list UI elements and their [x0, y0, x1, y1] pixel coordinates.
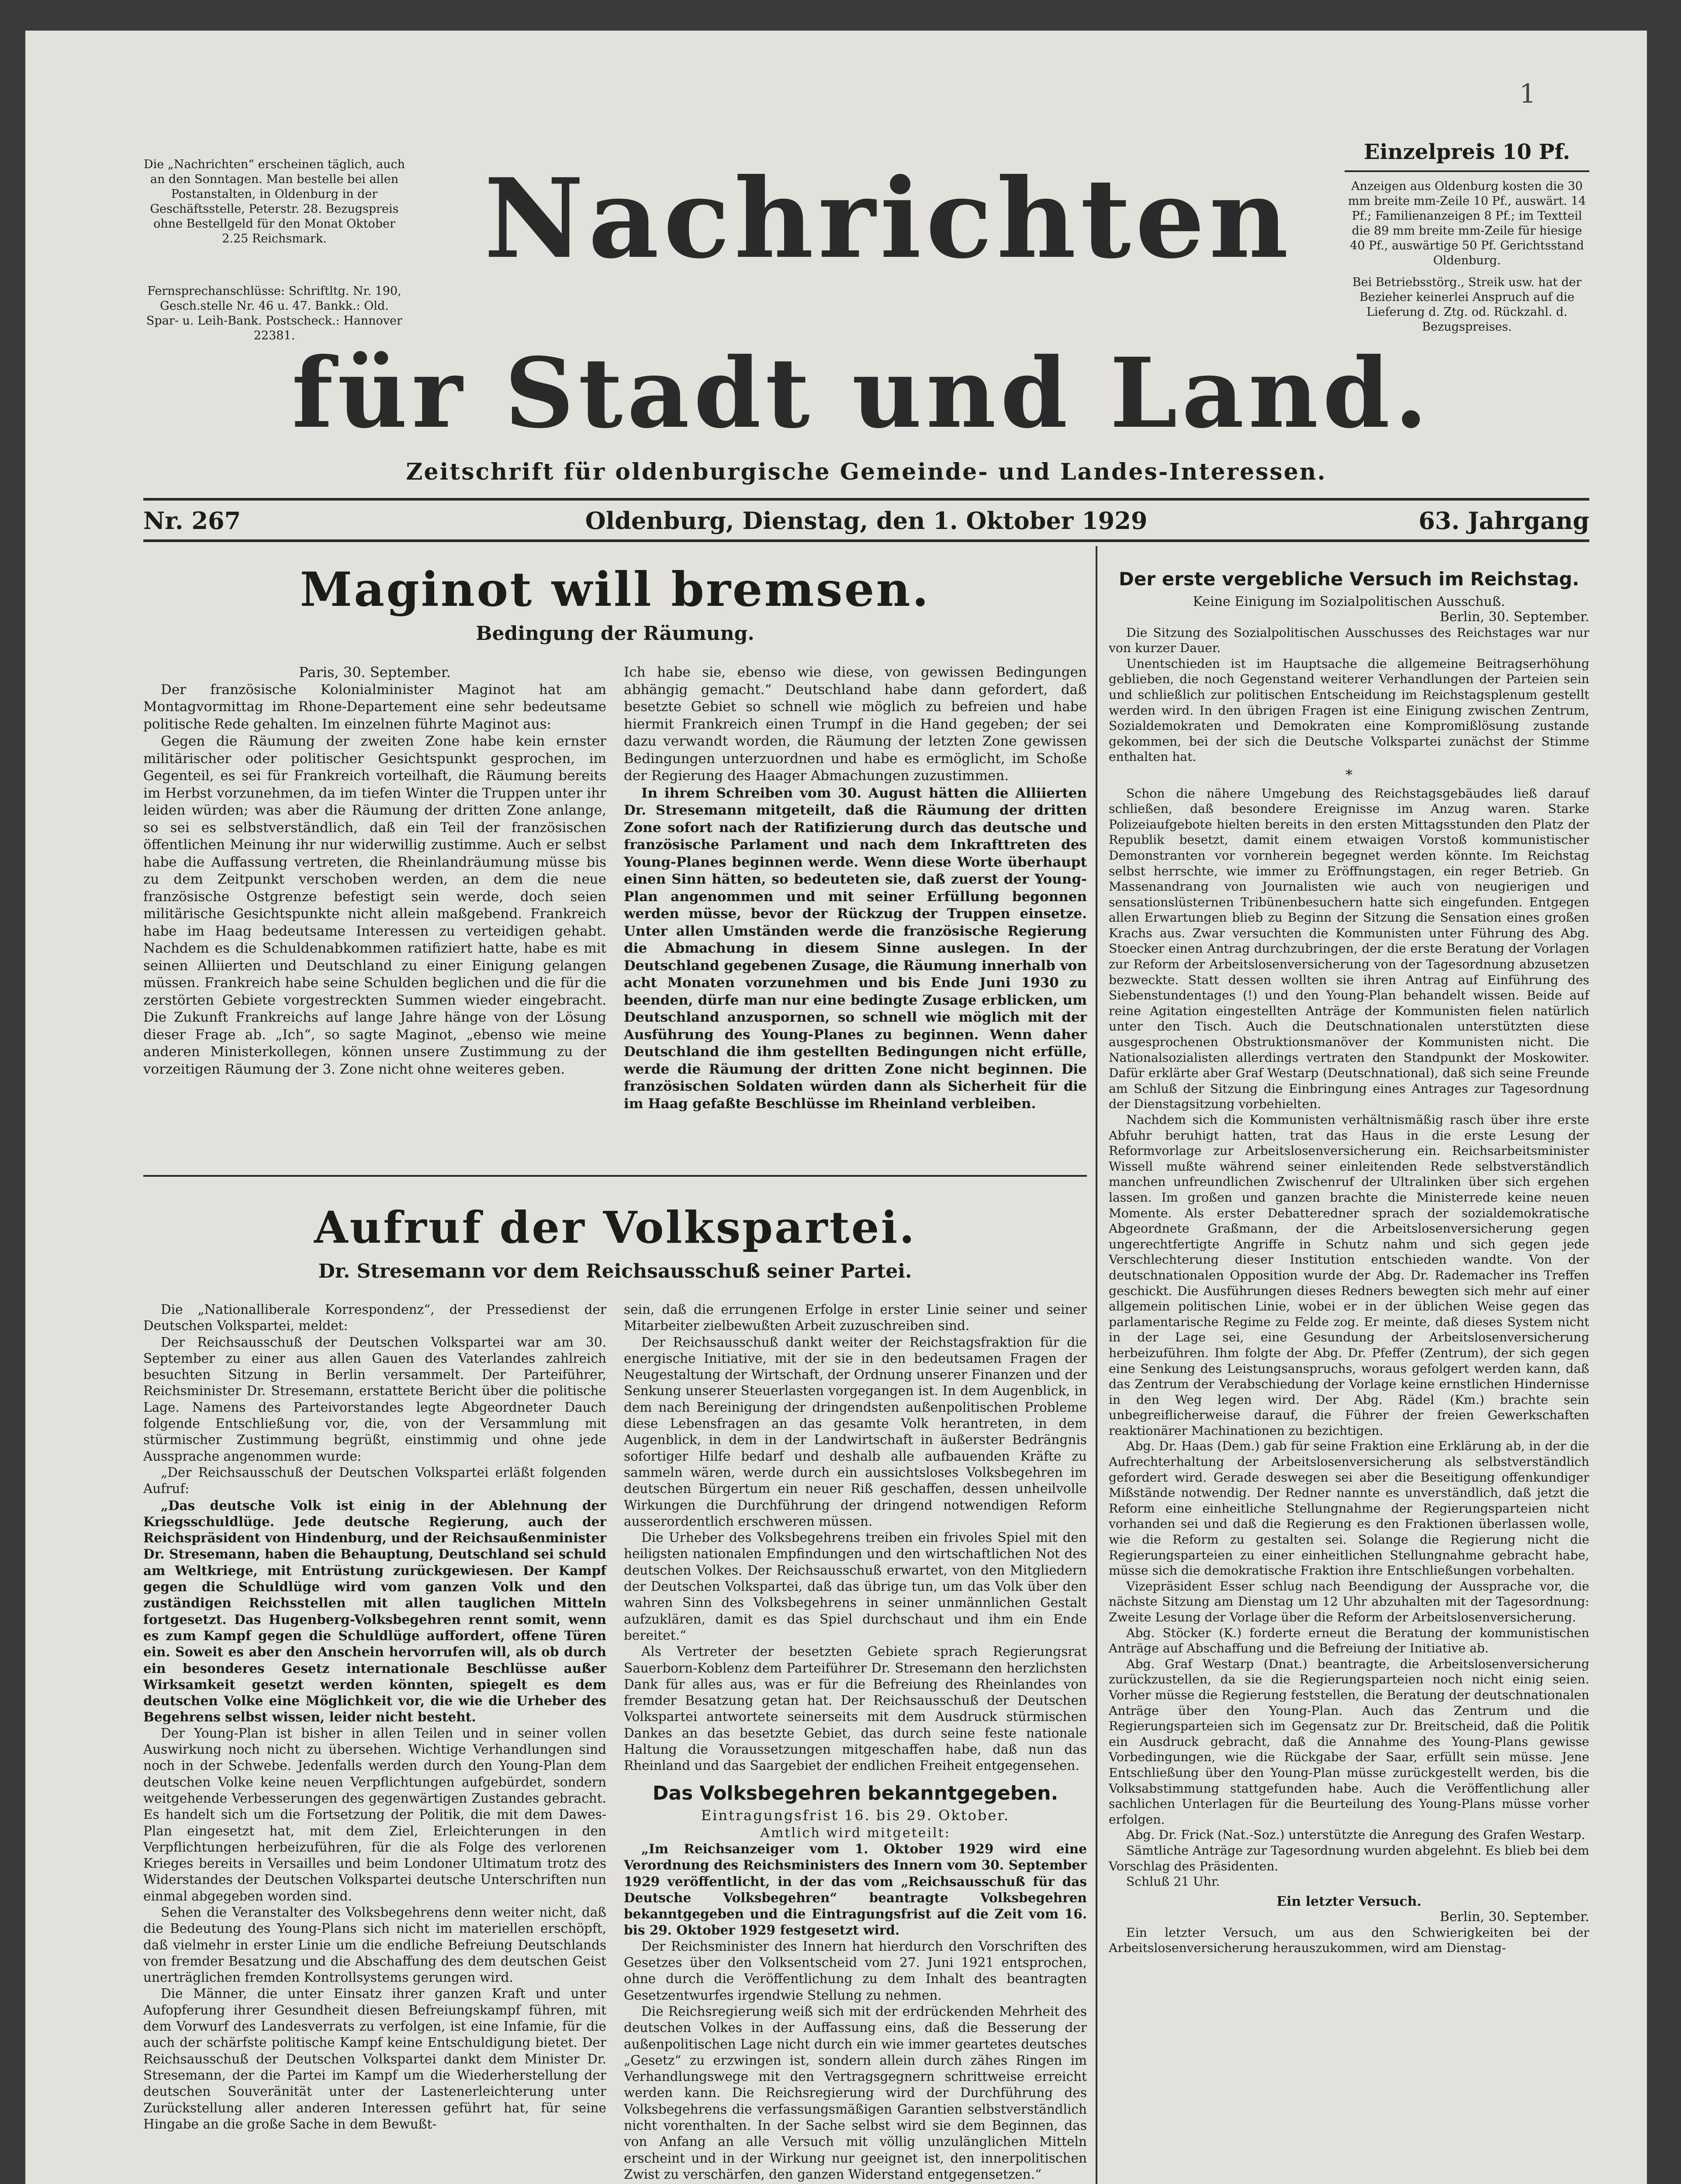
- section-rule: [143, 1175, 1087, 1177]
- subhead-volksbegehren: Eintragungsfrist 16. bis 29. Oktober.: [701, 1807, 1010, 1824]
- article1-paragraph: Der französische Kolonialminister Maginot hat am Montagvormittag im Rhone-Departement eine sehr bedeutsame politische Rede gehalten. Im einzelnen führte Maginot aus:: [143, 681, 606, 732]
- article4-paragraph: Nachdem sich die Kommunisten verhältnismäßig rasch über ihre erste Abfuhr beruhigt hatten, trat das Haus in die erste Lesung der Reformvorlage zur Arbeitslosenversicherung ein. Reichsarbeitsminister Wissell mußte während seiner einleitenden Rede selbstverständlich manchen unfreundlichen Zwischenruf der Ultralinken über sich ergehen lassen. Im großen und ganzen brachte die Ministerrede keine neuen Momente. Als erster Debatteredner sprach der sozialdemokratische Abgeordnete Graßmann, der die Arbeitslosenversicherung gegen ungerechtfertigte Angriffe in Schutz nahm und sich gegen jede Verschlechterung dieser Institution entschieden wandte. Von der deutschnationalen Opposition wurde der Abg. Dr. Rademacher ins Treffen geschickt. Die Ausführungen dieses Redners bewegten sich mehr auf einer allgemein politischen Linie, wobei er in der üblichen Weise gegen das parlamentarische Regime zu Felde zog. Er meinte, daß dieses System nicht in der Lage sei, eine Gesundung der Arbeitslosenversicherung herbeizuführen. Ihm folgte der Abg. Dr. Pfeffer (Zentrum), der sich gegen eine Senkung des Leistungsanspruchs, woraus gefolgert werden kann, daß das Zentrum der Verabschiedung der Vorlage keine ernstlichen Hindernisse in den Weg legen wird. Der Abg. Rädel (Km.) brachte sein unbegreiflicherweise darauf, die Führer der freien Gewerkschaften reaktionärer Machinationen zu bezichtigen.: [1109, 1113, 1589, 1438]
- article4: [1109, 568, 1589, 1956]
- ad-rates: Anzeigen aus Oldenburg kosten die 30 mm breite mm-Zeile 10 Pf., auswärt. 14 Pf.; Familienanzeigen 8 Pf.; im Textteil die 89 mm breite mm-Zeile für hiesige 40 Pf., auswärtige 50 Pf. Gerichtsstand Oldenburg.: [1348, 180, 1586, 267]
- article4-dateline: Berlin, 30. September.: [1439, 609, 1589, 625]
- article1-column1: [143, 664, 606, 1078]
- article4-paragraph: Abg. Dr. Frick (Nat.-Soz.) unterstützte die Anregung des Grafen Westarp.: [1126, 1828, 1585, 1842]
- headline-volksbegehren: Das Volksbegehren bekanntgegeben.: [652, 1782, 1058, 1804]
- delivery-notice: Bei Betriebsstörg., Streik usw. hat der Bezieher keinerlei Anspruch auf die Lieferung d. Ztg. od. Rückzahl. d. Bezugspreises.: [1352, 276, 1582, 334]
- subscription-info: Die „Nachrichten“ erscheinen täglich, auch an den Sonntagen. Man bestelle bei allen Postanstalten, in Oldenburg in der Geschäftsstelle, Peterstr. 28. Bezugspreis ohne Bestellgeld für den Monat Oktober 2.25 Reichsmark.: [143, 158, 405, 245]
- newspaper-page: [25, 31, 1647, 2184]
- article4-paragraph: Abg. Dr. Haas (Dem.) gab für seine Fraktion eine Erklärung ab, in der die Aufrechterhaltung der Arbeitslosenversicherung als selbstverständlich gefordert wird. Gerade deswegen sei aber die Beseitigung offenkundiger Mißstände notwendig. Der Redner nannte es unverständlich, daß jetzt die Reform eine einheitliche Stellungnahme der Regierungsparteien nicht vorhanden sei und daß die Regierung es den Fraktionen überlassen wolle, wie die Reform zu gestalten sei. Solange die Regierung nicht die Regierungsparteien zu einer einheitlichen Stellungnahme gebracht habe, müsse sich die demokratische Fraktion ihre Entschließungen vorbehalten.: [1109, 1439, 1589, 1578]
- article2-paragraph: Der Reichsausschuß der Deutschen Volkspartei war am 30. September zu einer aus allen Gauen des Vaterlandes zahlreich besuchten Sitzung in Berlin versammelt. Der Parteiführer, Reichsminister Dr. Stresemann, erstattete Bericht über die politische Lage. Namens des Parteivorstandes legte Abgeordneter Dauch folgende Entschließung vor, die, von der Versammlung mit stürmischer Zustimmung begrüßt, einstimmig und ohne jede Aussprache angenommen wurde:: [143, 1334, 606, 1464]
- article1-paragraph: In ihrem Schreiben vom 30. August hätten die Alliierten Dr. Stresemann mitgeteilt, daß die Räumung der dritten Zone sofort nach der Ratifizierung durch das deutsche und französische Parlament und nach dem Inkrafttreten des Young-Planes beginnen werde. Wenn diese Worte überhaupt einen Sinn hätten, so bedeuteten sie, daß zuerst der Young-Plan angenommen und mit seiner Erfüllung begonnen werden müsse, bevor der Rückzug der Truppen einsetze. Unter allen Umständen werde die französische Regierung die Abmachung in diesem Sinne auslegen. In der Deutschland gegebenen Zusage, die Räumung innerhalb von acht Monaten vorzunehmen und bis Ende Juni 1930 zu beenden, dürfe man nur eine bedingte Zusage erblicken, um Deutschland anzuspornen, so schnell wie möglich mit der Ausführung des Young-Planes zu beginnen. Wenn daher Deutschland die ihm gestellten Bedingungen nicht erfülle, werde die Räumung der dritten Zone nicht beginnen. Die französischen Soldaten würden dann als Sicherheit für die im Haag gefaßte Beschlüsse im Rheinland verbleiben.: [624, 785, 1087, 1112]
- article4-paragraph: Die Sitzung des Sozialpolitischen Ausschusses des Reichstages war nur von kurzer Dauer.: [1109, 625, 1589, 656]
- article2-paragraph: „Der Reichsausschuß der Deutschen Volkspartei erläßt folgenden Aufruf:: [143, 1465, 606, 1496]
- article4-body: [1109, 609, 1589, 1956]
- volume-number: 63. Jahrgang: [1418, 507, 1589, 535]
- article3-paragraph: Die Reichsregierung weiß sich mit der erdrückenden Mehrheit des deutschen Volkes in der Auffassung eins, daß die Besserung der außenpolitischen Lage nicht durch ein wie immer geartetes deutsches „Gesetz“ zu erzwingen ist, sondern allein durch zähes Ringen im Verhandlungswege mit den Vertragsgegnern schrittweise erreicht werden kann. Die Reichsregierung wird der Durchführung des Volksbegehrens die verfassungsmäßigen Garantien selbstverständlich nicht vorenthalten. In der Sache selbst wird sie dem Beginnen, das von Anfang an alle Versuch mit völlig unzulänglichen Mitteln erscheint und in der Wirkung nur geeignet ist, den innerpolitischen Zwist zu verschärfen, den ganzen Widerstand entgegensetzen.“: [624, 2004, 1087, 2182]
- article4-paragraph: Vizepräsident Esser schlug nach Beendigung der Aussprache vor, die nächste Sitzung am Dienstag um 12 Uhr abzuhalten mit der Tagesordnung: Zweite Lesung der Vorlage über die Reform der Arbeitslosenversicherung.: [1109, 1579, 1589, 1624]
- article1-paragraph: Gegen die Räumung der zweiten Zone habe kein ernster militärischer oder politischer Gesichtspunkt gesprochen, im Gegenteil, es sei für Frankreich vorteilhaft, die Räumung bereits im Herbst vorzunehmen, da im tiefen Winter die Truppen unter ihr leiden würden; was aber die Räumung der dritten Zone anlange, so sei es selbstverständlich, daß ein Teil der französischen öffentlichen Meinung ihr nur widerwillig zustimme. Auch er selbst habe die Auffassung vertreten, die Rheinlandräumung müsse bis zu dem Zeitpunkt verschoben werden, an dem die neue französische Ostgrenze befestigt sein werde, doch seien militärische Gesichtspunkte nicht allein maßgebend. Frankreich habe im Haag bedeutsame Interessen zu verteidigen gehabt. Nachdem es die Schuldenabkommen ratifiziert hatte, habe es mit seinen Alliierten und Deutschland zu einer Einigung gelangen müssen. Frankreich habe seine Schulden beglichen und die für die zerstörten Gebiete vorgestreckten Summen wieder eingebracht. Die Zukunft Frankreichs auf lange Jahre hänge von der Lösung dieser Frage ab. „Ich“, so sagte Maginot, „ebenso wie meine anderen Ministerkollegen, können unsere Zustimmung zu der vorzeitigen Räumung der 3. Zone nicht ohne weiteres geben.: [143, 733, 606, 1077]
- column-rule-right: [1096, 546, 1097, 2184]
- article4-dateline-2: Berlin, 30. September.: [1439, 1909, 1589, 1925]
- corner-mark: 1: [1519, 79, 1536, 109]
- article4-paragraph: Ein letzter Versuch, um aus den Schwierigkeiten bei der Arbeitslosenversicherung herauszukommen, wird am Dienstag-: [1109, 1925, 1589, 1956]
- article2-paragraph: „Das deutsche Volk ist einig in der Ablehnung der Kriegsschuldlüge. Jede deutsche Regierung, auch der Reichspräsident von Hindenburg, und der Reichsaußenminister Dr. Stresemann, haben die Behauptung, Deutschland sei schuld am Weltkriege, mit Entrüstung zurückgewiesen. Der Kampf gegen die Schuldlüge wird vom ganzen Volk und den zuständigen Reichsstellen mit allen tauglichen Mitteln fortgesetzt. Das Hugenberg-Volksbegehren rennt somit, wenn es zum Kampf gegen die Schuldlüge auffordert, offene Türen ein. Soweit es aber den Anschein hervorrufen will, als ob durch ein besonderes Gesetz internationale Beschlüsse außer Wirksamkeit gesetzt werden könnten, spiegelt es dem deutschen Volke eine Möglichkeit vor, die wie die Urheber des Begehrens selbst wissen, leider nicht besteht.: [143, 1497, 606, 1725]
- issue-number: Nr. 267: [143, 507, 241, 535]
- article2-paragraph: Die Urheber des Volksbegehrens treiben ein frivoles Spiel mit den heiligsten nationalen Empfindungen und den wirtschaftlichen Not des deutschen Volkes. Der Reichsausschuß erwartet, von den Mitgliedern der Deutschen Volkspartei, daß das übrige tun, um das Volk über den wahren Sinn des Volksbegehrens in seiner unmännlichen Gestalt aufzuklären, damit es das Spiel durchschaut und ihm ein Ende bereitet.“: [624, 1530, 1087, 1643]
- subhead-reichstag: Keine Einigung im Sozialpolitischen Ausschuß.: [1193, 594, 1505, 609]
- header-rule-top: [143, 498, 1589, 501]
- article4-paragraph: Abg. Graf Westarp (Dnat.) beantragte, die Arbeitslosenversicherung zurückzustellen, da sie die Regierungsparteien noch nicht einig seien. Vorher müsse die Regierung feststellen, die Beratung der deutschnationalen Anträge über den Young-Plan. Auch das Zentrum und die Regierungsparteien sich im Gegensatz zur Dr. Breitscheid, daß die Politik ein Ausdruck gebracht, daß die Annahme des Young-Plans gewisse Vorbedingungen, wie die Rückgabe der Saar, erfüllt sein müsse. Jene Entschließung über den Young-Plan müsse zurückgestellt werden, bis die Volksabstimmung stattgefunden habe. Auch die Veröffentlichung aller sachlichen Unterlagen für die Beurteilung des Young-Plans müsse vorher erfolgen.: [1109, 1656, 1589, 1827]
- article4-paragraph: Abg. Stöcker (K.) forderte erneut die Beratung der kommunistischen Anträge auf Abschaffung und die Befreiung der Initiative ab.: [1109, 1625, 1589, 1656]
- subhead-volkspartei: Dr. Stresemann vor dem Reichsausschuß seiner Partei.: [318, 1260, 912, 1282]
- article1-dateline: Paris, 30. September.: [299, 664, 451, 681]
- article4-paragraph: Sämtliche Anträge zur Tagesordnung wurden abgelehnt. Es blieb bei dem Vorschlag des Präsidenten.: [1109, 1843, 1589, 1873]
- article2-paragraph: Sehen die Veranstalter des Volksbegehrens denn weiter nicht, daß die Bedeutung des Young-Plans sich nicht im materiellen erschöpft, daß vielmehr in erster Linie um die endliche Befreiung Deutschlands von fremder Besatzung und die Abschaffung des dem deutschen Geist unerträglichen fremden Kontrollsystems gerungen wird.: [143, 1904, 606, 1985]
- subhead-maginot: Bedingung der Räumung.: [476, 622, 754, 645]
- headline-volkspartei: Aufruf der Volkspartei.: [314, 1202, 917, 1253]
- masthead-subtitle: Zeitschrift für oldenburgische Gemeinde- und Landes-Interessen.: [406, 459, 1327, 485]
- article1-column2: [624, 664, 1087, 1113]
- headline-maginot: Maginot will bremsen.: [300, 562, 930, 617]
- article4-paragraph: Schon die nähere Umgebung des Reichstagsgebäudes ließ darauf schließen, daß besondere Ereignisse im Anzug waren. Starke Polizeiaufgebote hielten bereits in den ersten Mittagsstunden den Platz der Republik besetzt, damit einem etwaigen Vorstoß kommunistischer Demonstranten vor vornherein begegnet werden könnte. Im Reichstag selbst herrschte, wie immer zu Eröffnungstagen, ein reger Betrieb. Gn Massenandrang von Journalisten wie auch von neugierigen und sensationslüsternen Tribünenbesuchern hatte sich eingefunden. Entgegen allen Erwartungen blieb zu Beginn der Sitzung die Sensation eines großen Krachs aus. Zwar versuchten die Kommunisten unter Führung des Abg. Stoecker einen Antrag durchzubringen, der die erste Beratung der Vorlagen zur Reform der Arbeitslosenversicherung von der Tagesordnung abzusetzen bezweckte. Statt dessen wollten sie ihren Antrag auf Einführung des Siebenstundentages (!) und den Young-Plan behandelt wissen. Beide auf reine Agitation eingestellten Anträge der Kommunisten fielen natürlich unter den Tisch. Auch die Deutschnationalen unterstützten diese ausgesprochenen Obstruktionsmanöver der Kommunisten nicht. Die Nationalsozialisten allerdings vertraten den Standpunkt der Moskowiter. Dafür erklärte aber Graf Westarp (Deutschnational), daß sich seine Freunde am Schluß der Sitzung die Einbringung eines Antrages zur Tagesordnung der Dienstagsitzung vorbehielten.: [1109, 786, 1589, 1112]
- article2-column2: [624, 1302, 1087, 1774]
- article1-paragraph: Ich habe sie, ebenso wie diese, von gewissen Bedingungen abhängig gemacht.“ Deutschland habe dann gefordert, daß besetzte Gebiet so schnell wie möglich zu befreien und habe hiermit Frankreich einen Trumpf in die Hand gegeben; der sei dazu verwandt worden, die Räumung der letzten Zone gewissen Bedingungen unterzuordnen und habe es ermöglicht, im Schoße der Regierung des Haager Abmachungen zuzustimmen.: [624, 664, 1087, 784]
- article3-paragraph: Der Reichsminister des Innern hat hierdurch den Vorschriften des Gesetzes über den Volksentscheid vom 27. Juni 1921 entsprochen, ohne durch die Veröffentlichung zu dem Inhalt des beantragten Gesetzentwurfes irgendwie Stellung zu nehmen.: [624, 1939, 1087, 2003]
- masthead-title-line1: Nachrichten: [484, 154, 1293, 283]
- section-asterisk: *: [1345, 766, 1352, 783]
- article2-paragraph: Als Vertreter der besetzten Gebiete sprach Regierungsrat Sauerborn-Koblenz dem Parteiführer Dr. Stresemann den herzlichsten Dank für alles aus, was er für die Befreiung des Rheinlandes von fremder Besatzung getan hat. Der Reichsausschuß der Deutschen Volkspartei antwortete seinerseits mit dem Ausdruck stürmischen Dankes an das besetzte Gebiet, das durch seine feste nationale Haltung die Voraussetzungen mitgeschaffen habe, daß nun das Rheinland und das Saargebiet der endlichen Freiheit entgegensehen.: [624, 1644, 1087, 1773]
- issue-dateline: Oldenburg, Dienstag, den 1. Oktober 1929: [585, 507, 1148, 535]
- article4-paragraph: Unentschieden ist im Hauptsache die allgemeine Beitragserhöhung geblieben, die noch Gegenstand weiterer Verhandlungen der Parteien sein und schließlich zur politischen Entscheidung im Reichstagsplenum gestellt werden wird. In den übrigen Fragen ist eine Einigung zwischen Zentrum, Sozialdemokraten und Demokraten eine Kompromißlösung zustande gekommen, bei der sich die Deutsche Volkspartei zunächst der Stimme enthalten hat.: [1109, 656, 1589, 764]
- article3-paragraph: „Im Reichsanzeiger vom 1. Oktober 1929 wird eine Verordnung des Reichsministers des Innern vom 30. September 1929 veröffentlicht, in der das vom „Reichsausschuß für das Deutsche Volksbegehren“ beantragte Volksbegehren bekanntgegeben und die Eintragungsfrist auf die Zeit vom 16. bis 29. Oktober 1929 festgesetzt wird.: [624, 1841, 1087, 1938]
- article4-paragraph: Schluß 21 Uhr.: [1126, 1874, 1220, 1889]
- subhead-last-attempt: Ein letzter Versuch.: [1276, 1894, 1422, 1909]
- price-underline: [1345, 170, 1589, 172]
- article2-paragraph: Die Männer, die unter Einsatz ihrer ganzen Kraft und unter Aufopferung ihrer Gesundheit diesen Befreiungskampf führen, mit dem Vorwurf des Landesverrats zu verfolgen, ist eine Infamie, für die auch der schärfste politische Kampf keine Entschuldigung bietet. Der Reichsausschuß der Deutschen Volkspartei dankt dem Minister Dr. Stresemann, der die Partei im Kampf um die Wiederherstellung der deutschen Souveränität unter der Lastenerleichterung unter Zurückstellung aller anderen Interessen geführt hat, für seine Hingabe an die große Sache in dem Bewußt-: [143, 1986, 606, 2132]
- article2-paragraph: Der Reichsausschuß dankt weiter der Reichstagsfraktion für die energische Initiative, mit der sie in den bedeutsamen Fragen der Neugestaltung der Wirtschaft, der Ordnung unserer Finanzen und der Senkung unserer Steuerlasten vorgegangen ist. In dem Augenblick, in dem nach Bereinigung der dringendsten außenpolitischen Probleme diese Lebensfragen an das gesamte Volk herantreten, in dem Augenblick, in dem in der Landwirtschaft in äußerster Bedrängnis sofortiger Hilfe bedarf und deshalb alle aufbauenden Kräfte zu sammeln wären, werde durch ein aussichtsloses Volksbegehren im deutschen Bürgertum ein neuer Riß geschaffen, dessen unheilvolle Wirkungen die Durchführung der dringend notwendigen Reform ausserordentlich erschweren müssen.: [624, 1334, 1087, 1529]
- single-price: Einzelpreis 10 Pf.: [1363, 140, 1570, 164]
- contact-info: Fernsprechanschlüsse: Schriftltg. Nr. 190, Gesch.stelle Nr. 46 u. 47. Bankk.: Old. Spar- u. Leih-Bank. Postscheck.: Hannover 22381.: [146, 284, 402, 342]
- header-rule-bottom: [143, 539, 1589, 542]
- article2-paragraph: sein, daß die errungenen Erfolge in erster Linie seiner und seiner Mitarbeiter zielbewußten Arbeit zuzuschreiben sind.: [624, 1302, 1087, 1334]
- article2-paragraph: Die „Nationalliberale Korrespondenz“, der Pressedienst der Deutschen Volkspartei, meldet:: [143, 1302, 606, 1334]
- masthead-title-line2: für Stadt und Land.: [291, 336, 1432, 449]
- article3-body: [624, 1841, 1087, 2183]
- article2-paragraph: Der Young-Plan ist bisher in allen Teilen und in seiner vollen Auswirkung noch nicht zu übersehen. Wichtige Verhandlungen sind noch in der Schwebe. Jedenfalls werden durch den Young-Plan dem deutschen Volke keine neuen Verpflichtungen aufgebürdet, sondern weitgehende Verbesserungen des gegenwärtigen Zustandes gebracht. Es handelt sich um die Fortsetzung der Politik, die mit dem Dawes-Plan eingesetzt hat, mit dem Ziel, Erleichterungen in den Verpflichtungen herbeizuführen, für die als Folge des verlorenen Krieges bereits in Versailles und beim Londoner Ultimatum trotz des Widerstandes der Deutschen Volkspartei deutsche Unterschriften nun einmal abgegeben worden sind.: [143, 1725, 606, 1904]
- article3: [624, 1782, 1087, 2183]
- article2-column1: [143, 1302, 606, 2132]
- official-notice: Amtlich wird mitgeteilt:: [760, 1825, 951, 1841]
- headline-reichstag: Der erste vergebliche Versuch im Reichstag.: [1119, 568, 1579, 590]
